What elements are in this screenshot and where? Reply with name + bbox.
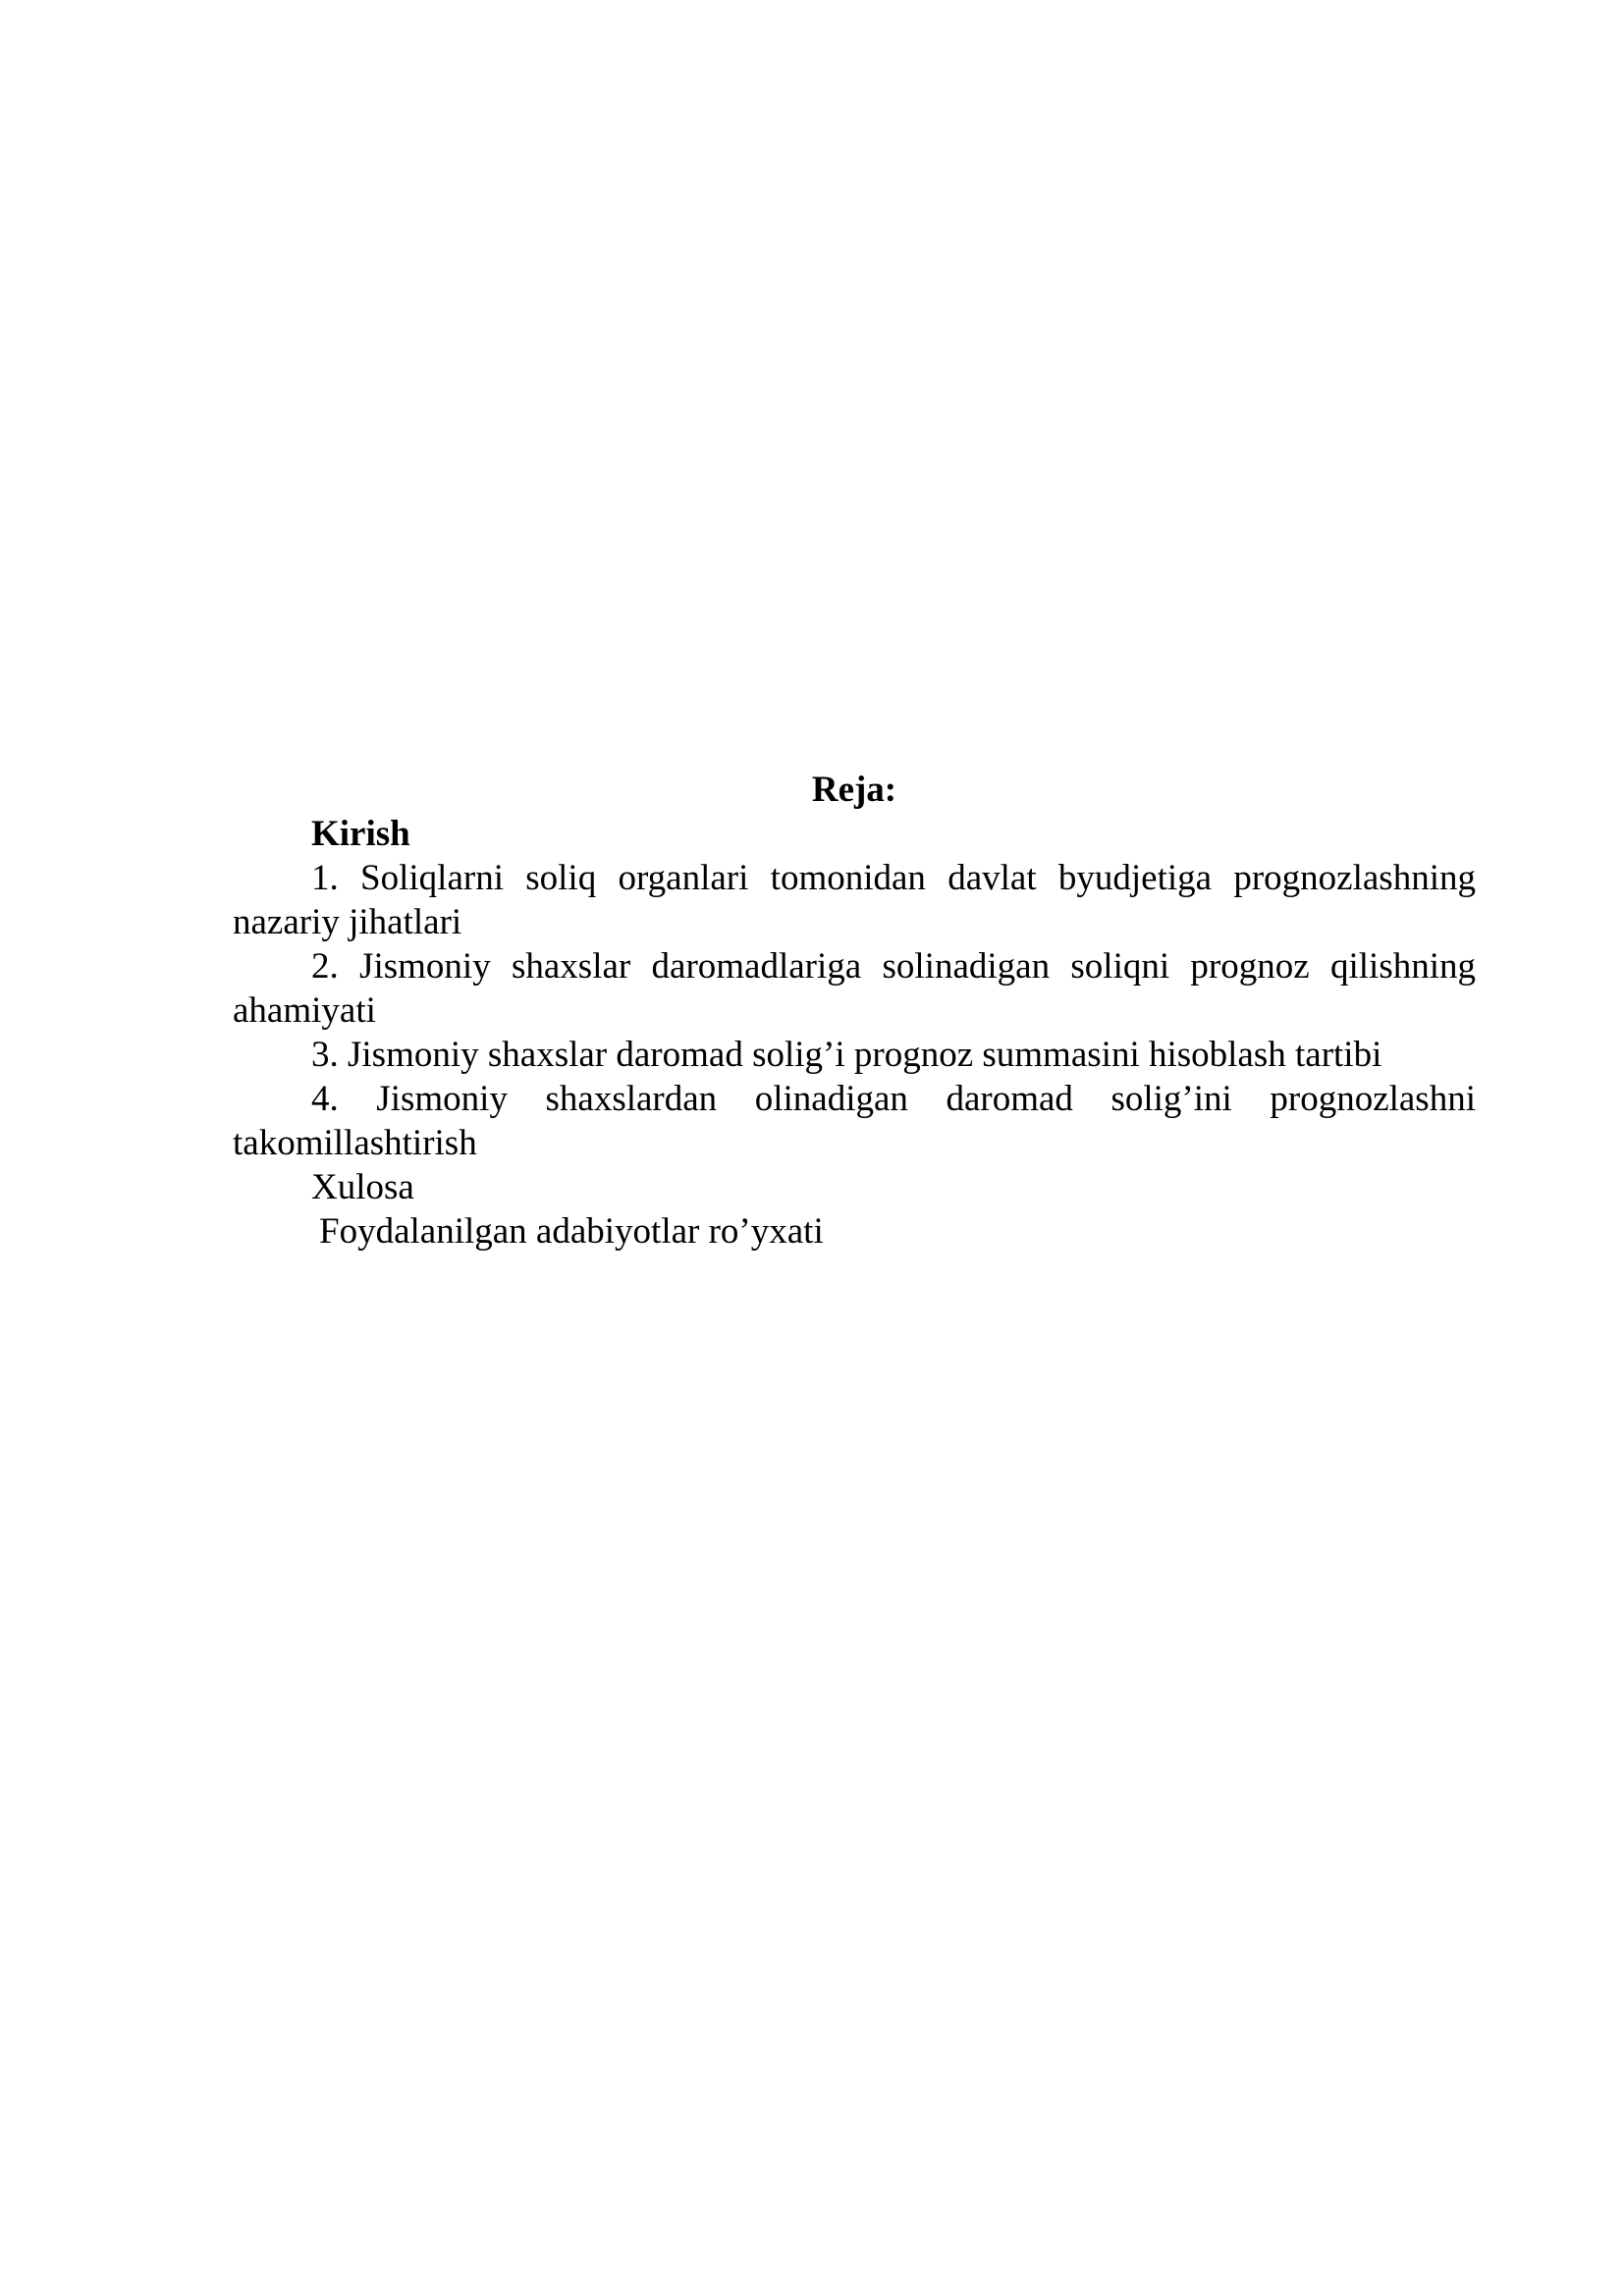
intro-heading: Kirish <box>311 814 410 854</box>
plan-item-3: 3. Jismoniy shaxslar daromad solig’i prognoz summasini hisoblash tartibi <box>311 1035 1382 1075</box>
plan-item-1: 1. Soliqlarni soliq organlari tomonidan davlat byudjetiga prognozlashning nazariy jihatlari <box>233 858 1476 942</box>
plan-item-2: 2. Jismoniy shaxslar daromadlariga solinadigan soliqni prognoz qilishning ahamiyati <box>233 946 1476 1031</box>
plan-section <box>233 768 1476 1254</box>
plan-item-4: 4. Jismoniy shaxslardan olinadigan daromad solig’ini prognozlashni takomillashtirish <box>233 1079 1476 1163</box>
conclusion-line: Xulosa <box>311 1167 414 1207</box>
references-line: Foydalanilgan adabiyotlar ro’yxati <box>319 1211 824 1252</box>
plan-title: Reja: <box>811 770 897 810</box>
